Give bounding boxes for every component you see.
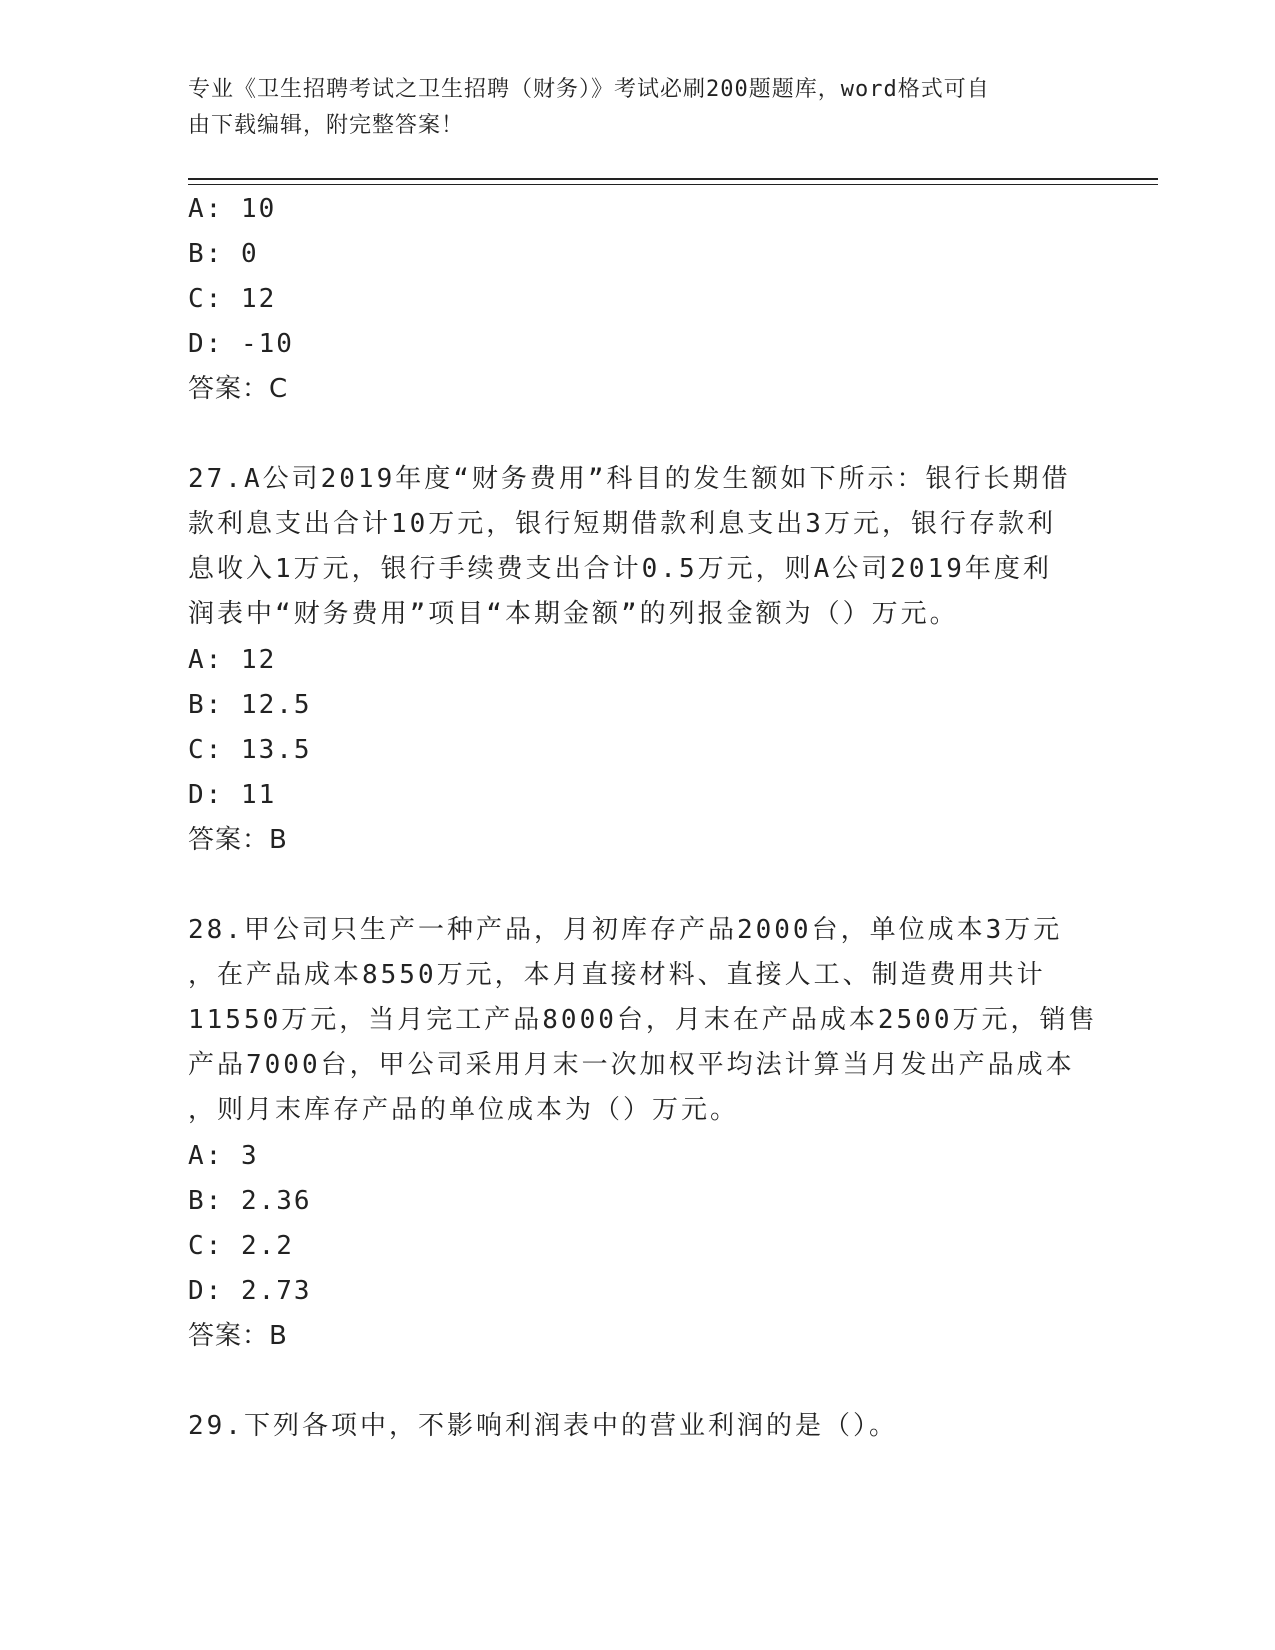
- q29-text-line-1: 29.下列各项中，不影响利润表中的营业利润的是（）。: [188, 1411, 898, 1441]
- q28-option-b: B: 2.36: [188, 1186, 312, 1216]
- q27-text-line-1: 27.A公司2019年度“财务费用”科目的发生额如下所示：银行长期借: [188, 464, 1071, 494]
- q28-text-line-5: ，则月末库存产品的单位成本为（）万元。: [188, 1095, 740, 1125]
- q26-answer: 答案：C: [188, 374, 289, 404]
- q27-answer: 答案：B: [188, 825, 288, 855]
- q28-answer: 答案：B: [188, 1321, 288, 1351]
- q26-option-a: A: 10: [188, 194, 277, 224]
- q27-option-c: C: 13.5: [188, 735, 312, 765]
- q27-text-line-3: 息收入1万元，银行手续费支出合计0.5万元，则A公司2019年度利: [188, 554, 1052, 584]
- q27-text-line-4: 润表中“财务费用”项目“本期金额”的列报金额为（）万元。: [188, 599, 959, 629]
- header-rule-thin: [188, 184, 1158, 185]
- q28-text-line-1: 28.甲公司只生产一种产品，月初库存产品2000台，单位成本3万元: [188, 915, 1063, 945]
- q28-text-line-4: 产品7000台，甲公司采用月末一次加权平均法计算当月发出产品成本: [188, 1050, 1075, 1080]
- header-line-2: 由下载编辑，附完整答案！: [188, 113, 465, 138]
- header-line-1: 专业《卫生招聘考试之卫生招聘（财务）》考试必刷200题题库，word格式可自: [188, 77, 990, 102]
- q27-text-line-2: 款利息支出合计10万元，银行短期借款利息支出3万元，银行存款利: [188, 509, 1056, 539]
- q28-option-a: A: 3: [188, 1141, 259, 1171]
- q26-option-d: D: -10: [188, 329, 294, 359]
- q26-option-b: B: 0: [188, 239, 259, 269]
- q26-option-c: C: 12: [188, 284, 277, 314]
- q28-option-c: C: 2.2: [188, 1231, 294, 1261]
- q27-option-d: D: 11: [188, 780, 277, 810]
- q28-text-line-3: 11550万元，当月完工产品8000台，月末在产品成本2500万元，销售: [188, 1005, 1098, 1035]
- q28-text-line-2: ，在产品成本8550万元，本月直接材料、直接人工、制造费用共计: [188, 960, 1046, 990]
- q27-option-a: A: 12: [188, 645, 277, 675]
- header-rule-thick: [188, 178, 1158, 180]
- document-header: [188, 72, 1068, 144]
- q28-option-d: D: 2.73: [188, 1276, 312, 1306]
- q27-option-b: B: 12.5: [188, 690, 312, 720]
